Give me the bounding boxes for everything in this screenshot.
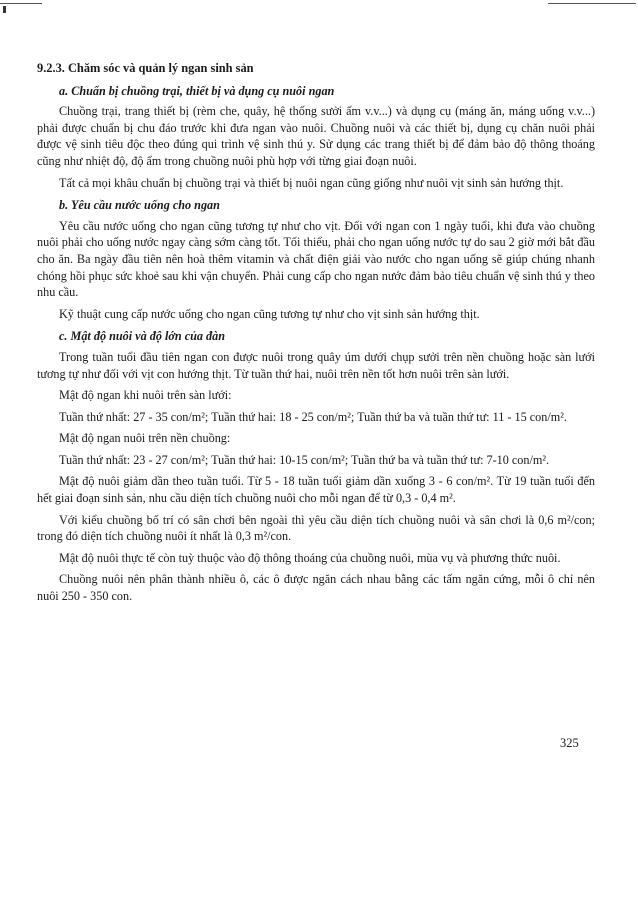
paragraph: Tất cả mọi khâu chuẩn bị chuồng trại và thiết bị nuôi ngan cũng giống như nuôi vịt sinh sản hướng thịt. — [59, 175, 564, 190]
paragraph: Mật độ nuôi thực tế còn tuỳ thuộc vào độ thông thoáng của chuồng nuôi, mùa vụ và phương thức nuôi. — [59, 550, 561, 565]
subsection-c-heading: c. Mật độ nuôi và độ lớn của đàn — [59, 329, 226, 344]
paragraph: Mật độ nuôi giảm dần theo tuần tuổi. Từ 5 - 18 tuần tuổi giảm dần xuống 3 - 6 con/m². Từ 19 tuần tuổi đến hết giai đoạn sinh sản, nhu cầu diện tích chuồng nuôi cho mỗi ngan để từ 0,3 - 0,4 m². — [37, 474, 595, 506]
page-mark — [3, 6, 6, 13]
section-title: 9.2.3. Chăm sóc và quản lý ngan sinh sản — [37, 61, 254, 75]
paragraph: Chuồng trại, trang thiết bị (rèm che, quây, hệ thống sưởi ấm v.v...) và dụng cụ (máng ăn, máng uống v.v...) phải được chuẩn bị chu đáo trước khi đưa ngan vào nuôi. Chuồng nuôi và các thiết bị, dụng cụ chăn nuôi phải được vệ sinh tiêu độc theo đúng qui trình vệ sinh thú y. Sử dụng các trang thiết bị để đảm bảo độ thông thoáng cũng như nhiệt độ, độ ẩm trong chuồng nuôi phù hợp với từng giai đoạn nuôi. — [37, 104, 595, 168]
paragraph: Chuồng nuôi nên phân thành nhiều ô, các ô được ngăn cách nhau bằng các tấm ngăn cứng, mỗi ô chỉ nên nuôi 250 - 350 con. — [37, 572, 595, 604]
page-number: 325 — [560, 736, 579, 750]
subsection-b-heading: b. Yêu cầu nước uống cho ngan — [59, 198, 220, 213]
subsection-a-heading: a. Chuẩn bị chuồng trại, thiết bị và dụng cụ nuôi ngan — [59, 83, 335, 98]
top-left-rule — [0, 3, 42, 4]
paragraph: Mật độ ngan khi nuôi trên sàn lưới: — [59, 388, 232, 403]
paragraph: Với kiểu chuồng bố trí có sân chơi bên ngoài thì yêu cầu diện tích chuồng nuôi và sân chơi là 0,6 m²/con; trong đó diện tích chuồng nuôi ít nhất là 0,3 m²/con. — [37, 512, 595, 544]
page-body — [37, 60, 595, 605]
top-right-rule — [548, 3, 636, 4]
paragraph: Yêu cầu nước uống cho ngan cũng tương tự như cho vịt. Đối với ngan con 1 ngày tuổi, khi đưa vào chuồng nuôi phải cho uống nước ngay càng sớm càng tốt. Tối thiểu, phải cho ngan uống nước tự do sau 2 giờ mới bắt đầu cho ăn. Ba ngày đầu tiên nên hoà thêm vitamin và chất điện giải vào nước cho ngan uống sẽ giúp chúng nhanh chóng hồi phục sức khoẻ sau khi vận chuyển. Phải cung cấp cho ngan nước đảm bảo tiêu chuẩn vệ sinh thú y theo nhu cầu. — [37, 218, 595, 300]
paragraph: Tuần thứ nhất: 27 - 35 con/m²; Tuần thứ hai: 18 - 25 con/m²; Tuần thứ ba và tuần thứ tư: 11 - 15 con/m². — [59, 409, 567, 424]
paragraph: Tuần thứ nhất: 23 - 27 con/m²; Tuần thứ hai: 10-15 con/m²; Tuần thứ ba và tuần thứ tư: 7-10 con/m². — [59, 452, 550, 467]
paragraph: Trong tuần tuổi đầu tiên ngan con được nuôi trong quây úm dưới chụp sưởi trên nền chuồng hoặc sàn lưới tương tự như đối với vịt con hướng thịt. Từ tuần thứ hai, nuôi trên nền tốt hơn nuôi trên sàn lưới. — [37, 349, 595, 381]
paragraph: Mật độ ngan nuôi trên nền chuồng: — [59, 431, 231, 446]
paragraph: Kỹ thuật cung cấp nước uống cho ngan cũng tương tự như cho vịt sinh sản hướng thịt. — [59, 306, 480, 321]
